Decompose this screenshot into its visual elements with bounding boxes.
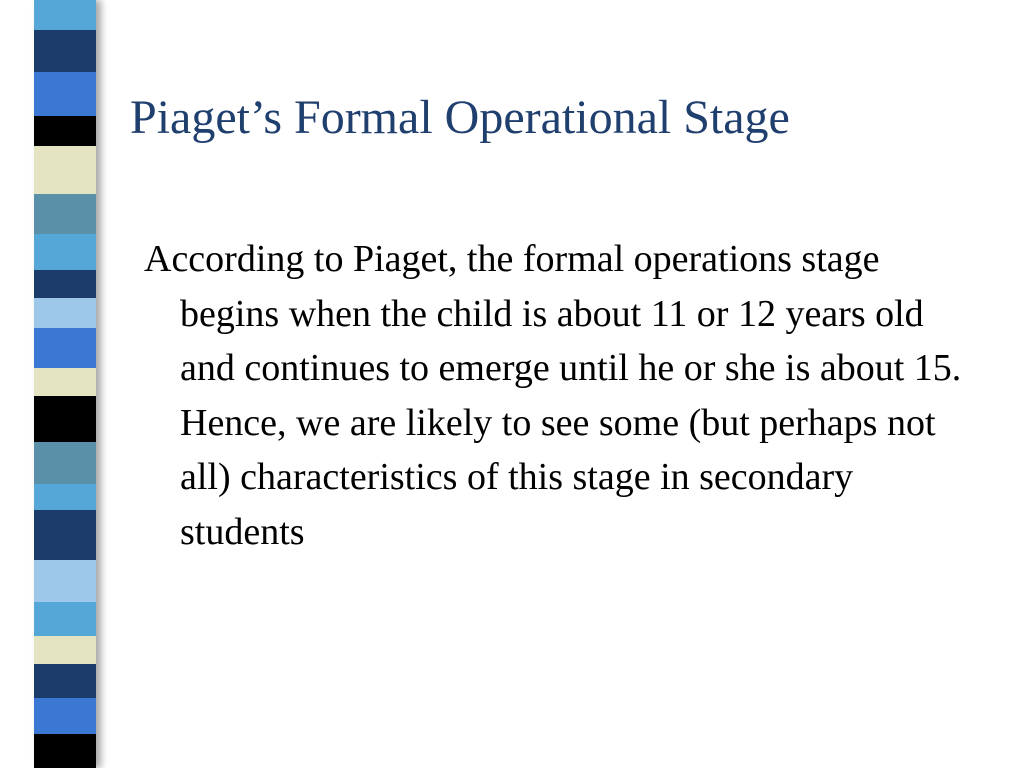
stripe-band [34, 116, 96, 146]
slide-title: Piaget’s Formal Operational Stage [130, 91, 790, 144]
stripe-band [34, 510, 96, 560]
stripe-band [34, 298, 96, 328]
stripe-band [34, 396, 96, 442]
stripe-band [34, 234, 96, 270]
stripe-band [34, 328, 96, 368]
stripe-band [34, 146, 96, 194]
stripe-band [34, 0, 96, 30]
stripe-band [34, 368, 96, 396]
stripe-band [34, 734, 96, 768]
stripe-band [34, 30, 96, 72]
decorative-stripe-bar [34, 0, 96, 768]
stripe-band [34, 602, 96, 636]
stripe-band [34, 664, 96, 698]
stripe-band [34, 194, 96, 234]
stripe-band [34, 560, 96, 602]
stripe-band [34, 442, 96, 484]
stripe-band [34, 636, 96, 664]
stripe-band [34, 270, 96, 298]
stripe-band [34, 484, 96, 510]
stripe-band [34, 72, 96, 116]
stripe-band [34, 698, 96, 734]
slide-body-text: According to Piaget, the formal operations stage begins when the child is about 11 or 12 years old and continues to emerge until he or she is about 15. Hence, we are likely to see some (but perhaps not all) characteristics of this stage in secondary students [144, 238, 962, 553]
